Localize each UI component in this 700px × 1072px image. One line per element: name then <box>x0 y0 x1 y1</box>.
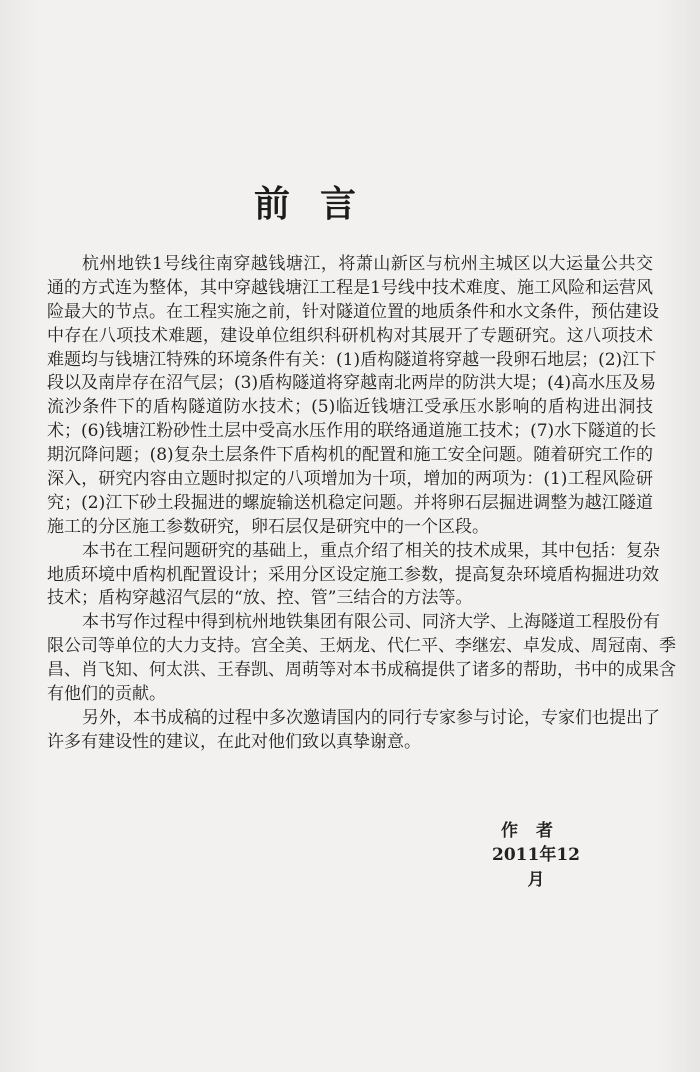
text-line: 地质环境中盾构机配置设计；采用分区设定施工参数，提高复杂环境盾构掘进功效 <box>47 564 659 585</box>
text-line: 究；(2)江下砂土段掘进的螺旋输送机稳定问题。并将卵石层掘进调整为越江隧道 <box>47 492 653 513</box>
text-line: 流沙条件下的盾构隧道防水技术；(5)临近钱塘江受承压水影响的盾构进出洞技 <box>47 397 653 418</box>
text-line: 段以及南岸存在沼气层；(3)盾构隧道将穿越南北两岸的防洪大堤；(4)高水压及易 <box>47 373 657 394</box>
page-title: 前言 <box>253 183 386 225</box>
text-line: 中存在八项技术难题，建设单位组织科研机构对其展开了专题研究。这八项技术 <box>47 325 653 346</box>
text-line: 难题均与钱塘江特殊的环境条件有关：(1)盾构隧道将穿越一段卵石地层；(2)江下 <box>47 349 657 370</box>
text-line: 施工的分区施工参数研究，卵石层仅是研究中的一个区段。 <box>47 516 489 537</box>
text-line: 本书写作过程中得到杭州地铁集团有限公司、同济大学、上海隧道工程股份有 <box>82 612 660 633</box>
text-line: 有他们的贡献。 <box>47 684 166 705</box>
text-line: 限公司等单位的大力支持。宫全美、王炳龙、代仁平、李继宏、卓发成、周冠南、季 <box>47 636 676 657</box>
paragraph <box>47 540 660 612</box>
signature-date: 2011年12月 <box>492 845 580 890</box>
preface-body <box>47 253 676 755</box>
text-line: 本书在工程问题研究的基础上，重点介绍了相关的技术成果，其中包括：复杂 <box>82 540 660 561</box>
text-line: 通的方式连为整体，其中穿越钱塘江工程是1号线中技术难度、施工风险和运营风 <box>47 277 653 298</box>
text-line: 昌、肖飞知、何太洪、王春凯、周萌等对本书成稿提供了诸多的帮助，书中的成果含 <box>47 660 676 681</box>
text-line: 期沉降问题；(8)复杂土层条件下盾构机的配置和施工安全问题。随着研究工作的 <box>47 445 653 466</box>
text-line: 深入，研究内容由立题时拟定的八项增加为十项，增加的两项为：(1)工程风险研 <box>47 469 653 490</box>
text-line: 另外，本书成稿的过程中多次邀请国内的同行专家参与讨论，专家们也提出了 <box>82 707 660 728</box>
text-line: 术；(6)钱塘江粉砂性土层中受高水压作用的联络通道施工技术；(7)水下隧道的长 <box>47 421 657 442</box>
text-line: 险最大的节点。在工程实施之前，针对隧道位置的地质条件和水文条件，预估建设 <box>47 301 659 322</box>
paragraph <box>47 253 659 540</box>
text-line: 许多有建设性的建议，在此对他们致以真挚谢意。 <box>47 731 421 752</box>
signature-author: 作者 <box>501 821 571 841</box>
paragraph <box>47 707 660 755</box>
paragraph <box>47 611 676 707</box>
text-line: 杭州地铁1号线往南穿越钱塘江，将萧山新区与杭州主城区以大运量公共交 <box>82 254 653 274</box>
text-line: 技术；盾构穿越沼气层的“放、控、管”三结合的方法等。 <box>47 588 473 609</box>
